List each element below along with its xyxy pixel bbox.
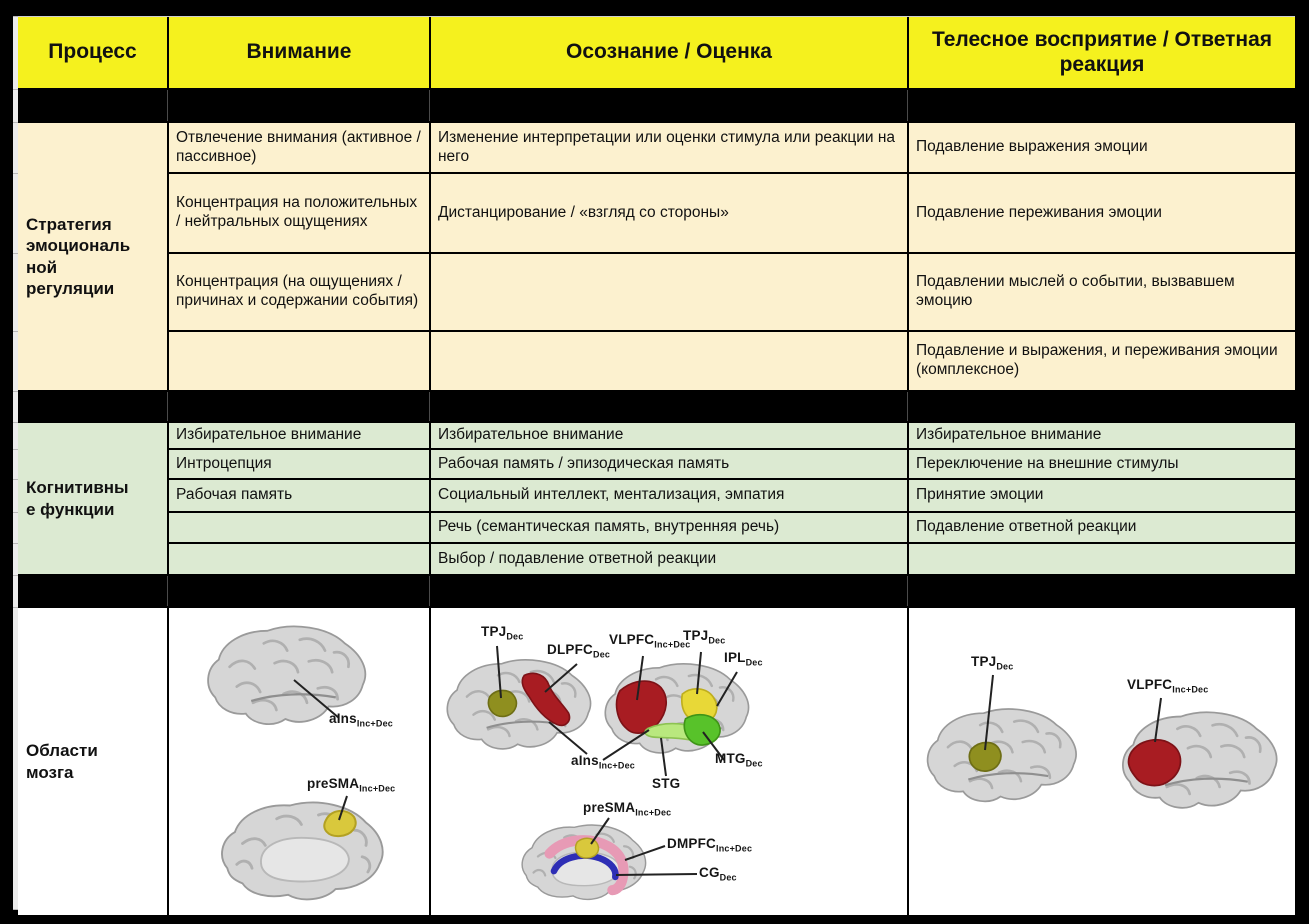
brain-image-body-response [909, 608, 1295, 915]
rowhead-brain-areas: Области мозга [18, 608, 167, 915]
label-tpj-left: $TPJ_{Dec}$ [481, 624, 524, 642]
separator-band-1 [18, 90, 1295, 121]
brain-svg-body [909, 608, 1295, 915]
header-process: Процесс [18, 17, 167, 88]
rowhead-cognitive: Когнитивные функции [18, 423, 167, 574]
label-tpj-body: $TPJ_{Dec}$ [971, 654, 1014, 672]
cell-cog-awareness-0: Избирательное внимание [431, 423, 907, 448]
cell-strat-awareness-0: Изменение интерпретации или оценки стимула или реакции на него [431, 123, 907, 172]
cell-strat-attention-1: Концентрация на положительных / нейтральных ощущениях [169, 174, 429, 252]
brain-image-awareness [431, 608, 907, 915]
cell-strat-awareness-1: Дистанцирование / «взгляд со стороны» [431, 174, 907, 252]
label-tpj-right: $TPJ_{Dec}$ [683, 628, 726, 646]
cell-strat-attention-0: Отвлечение внимания (активное / пассивное) [169, 123, 429, 172]
cell-strat-body-2: Подавлении мыслей о событии, вызвавшем эмоцию [909, 254, 1295, 330]
region-tpj-left [488, 690, 516, 716]
label-presma: preSMA$_{Inc+Dec}$ [307, 776, 396, 794]
label-presma-awareness: preSMA$_{Inc+Dec}$ [583, 800, 672, 818]
cell-cog-body-0: Избирательное внимание [909, 423, 1295, 448]
region-vlpfc-body [1129, 740, 1181, 786]
cell-cog-attention-0: Избирательное внимание [169, 423, 429, 448]
cell-cog-attention-2: Рабочая память [169, 480, 429, 511]
label-ains: aIns$_{Inc+Dec}$ [329, 711, 393, 729]
region-presma-medial [576, 838, 599, 858]
label-dlpfc: $DLPFC_{Dec}$ [547, 642, 611, 660]
label-stg: STG [652, 776, 681, 791]
cell-strat-awareness-3 [431, 332, 907, 390]
label-mtg: $MTG_{Dec}$ [715, 751, 763, 769]
cell-cog-attention-1: Интроцепция [169, 450, 429, 478]
label-dmpfc: $DMPFC_{Inc+Dec}$ [667, 836, 753, 854]
cell-cog-awareness-3: Речь (семантическая память, внутренняя речь) [431, 513, 907, 542]
brain-svg-attention [169, 608, 429, 915]
cell-strat-attention-2: Концентрация (на ощущениях / причинах и содержании события) [169, 254, 429, 330]
cell-strat-attention-3 [169, 332, 429, 390]
emotion-regulation-table [18, 16, 1295, 910]
cell-cog-awareness-1: Рабочая память / эпизодическая память [431, 450, 907, 478]
cell-cog-body-3: Подавление ответной реакции [909, 513, 1295, 542]
separator-band-3 [18, 576, 1295, 606]
cell-cog-awareness-4: Выбор / подавление ответной реакции [431, 544, 907, 574]
brain-svg-awareness [431, 608, 907, 915]
cell-strat-body-1: Подавление переживания эмоции [909, 174, 1295, 252]
cell-strat-body-3: Подавление и выражения, и переживания эмоции (комплексное) [909, 332, 1295, 390]
header-attention: Внимание [169, 17, 429, 88]
rowhead-strategies: Стратегия эмоциональной регуляции [18, 123, 167, 390]
label-vlpfc: $VLPFC_{Inc+Dec}$ [609, 632, 691, 650]
brain-image-attention [169, 608, 429, 915]
cell-cog-body-4 [909, 544, 1295, 574]
cell-cog-awareness-2: Социальный интеллект, ментализация, эмпатия [431, 480, 907, 511]
header-body-response: Телесное восприятие / Ответная реакция [909, 17, 1295, 88]
cell-cog-attention-3 [169, 513, 429, 542]
label-vlpfc-body: $VLPFC_{Inc+Dec}$ [1127, 677, 1209, 695]
header-awareness: Осознание / Оценка [431, 17, 907, 88]
region-mtg [684, 715, 720, 745]
cell-cog-body-1: Переключение на внешние стимулы [909, 450, 1295, 478]
cell-cog-attention-4 [169, 544, 429, 574]
label-ipl: $IPL_{Dec}$ [724, 650, 763, 668]
label-ains-awareness: aIns$_{Inc+Dec}$ [571, 753, 635, 771]
separator-band-2 [18, 392, 1295, 421]
label-cg: $CG_{Dec}$ [699, 865, 737, 883]
cell-cog-body-2: Принятие эмоции [909, 480, 1295, 511]
cell-strat-awareness-2 [431, 254, 907, 330]
cell-strat-body-0: Подавление выражения эмоции [909, 123, 1295, 172]
